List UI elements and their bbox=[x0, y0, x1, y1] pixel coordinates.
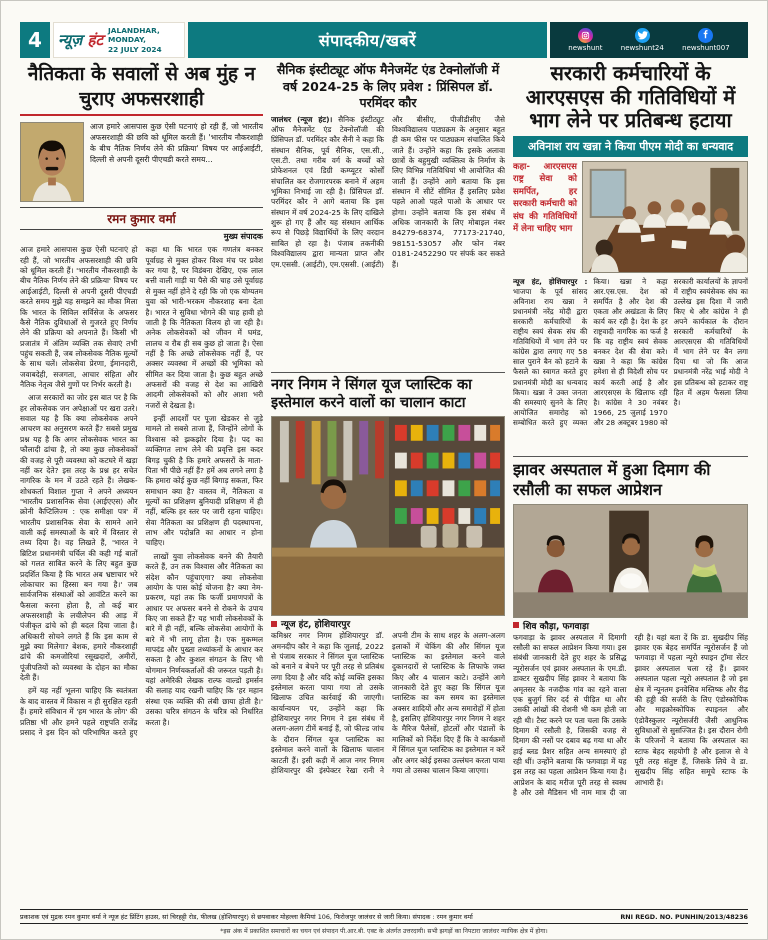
masthead-word-1: न्यूज़ bbox=[58, 31, 83, 49]
section-title: संपादकीय/खबरें bbox=[188, 22, 547, 58]
sainik-paragraph bbox=[271, 115, 505, 272]
twitter-handle: newshunt24 bbox=[620, 44, 664, 52]
jhawar-body bbox=[513, 633, 748, 904]
shop-inspection-photo bbox=[271, 416, 505, 616]
nagar-body bbox=[271, 631, 505, 895]
instagram-handle: newshunt bbox=[568, 44, 603, 52]
jhawar-headline: झावर अस्पताल में हुआ दिमाग की रसौली का सफल आप्रेशन bbox=[513, 459, 711, 500]
author-title: मुख्य संपादक bbox=[223, 232, 263, 242]
jhawar-caption: शिव कौड़ा, फगवाड़ा bbox=[523, 621, 590, 632]
editorial-byline bbox=[20, 207, 263, 242]
social-instagram bbox=[568, 28, 602, 52]
jhawar-caption-row bbox=[513, 618, 748, 633]
editorial-headline: नैतिकता के सवालों से अब मुंह न चुराए अफसरशाही bbox=[20, 62, 263, 116]
hospital-photo bbox=[513, 504, 748, 618]
bullet-icon bbox=[271, 621, 277, 627]
rss-kicker: कहा- आरएसएस राष्ट्र सेवा को समर्पित, हर सरकारी कर्मचारी को संघ की गतिविधियों में लेना चाहिए भाग bbox=[513, 161, 577, 235]
sainik-dateline: जालंधर (न्यूज हंट)। bbox=[271, 114, 333, 124]
page-number: 4 bbox=[20, 22, 50, 58]
twitter-icon bbox=[635, 28, 650, 43]
instagram-icon bbox=[578, 28, 593, 43]
nagar-paragraph: कमिश्नर नगर निगम होशियारपुर डॉ. अमनदीप कौर ने कहा कि जुलाई, 2022 से पंजाब सरकार ने सिंगल यूज प्लास्टिक को बनाने व बेचने पर पूरी तरह से प्रतिबंध लगा दिया है और यदि कोई व्यक्ति इसका इस्तेमाल करता पाया गया तो उसके खिलाफ उचित कार्रवाई की जाएगी। कार्यान्वयन पर, उन्होंने कहा कि होशियारपुर नगर निगम ने इस संबंध में अलग-अलग टीमें बनाई हैं, जो फील्ड जांच के दौरान सिंगल यूज प्लास्टिक का इस्तेमाल करने वालों के खिलाफ चालान काटती हैं। इसी कड़ी में आज नगर निगम होशियारपुर की इंस्पेक्टर रेखा रानी ने अपनी टीम के साथ शहर के अलग-अलग इलाकों में चेकिंग की और सिंगल यूज प्लास्टिक का इस्तेमाल करने वाले दुकानदारों से प्लास्टिक के लिफाफे जब्त किए और 4 चालान काटे। उन्होंने आगे जानकारी देते हुए कहा कि सिंगल यूज प्लास्टिक का कम समय का इस्तेमाल अक्सर शादियों और अन्य समारोहों में होता है, इसलिए होशियारपुर नगर निगम ने शहर के मैरिज पैलेसों, होटलों और पंडालों के मालिकों को निर्देश दिए हैं कि वे कार्यक्रमों में सिंगल यूज प्लास्टिक का इस्तेमाल न करें और अगर कोई इसका उल्लंघन करता पाया गया तो उसका चालान किया जाएगा। bbox=[271, 631, 505, 775]
sainik-body bbox=[271, 115, 505, 373]
rss-subhead: अविनाश राय खन्ना ने किया पीएम मोदी का धन्यवाद bbox=[513, 136, 748, 157]
masthead-logo bbox=[53, 22, 185, 58]
rss-dateline: न्यूज हंट, होशियारपुर : bbox=[513, 276, 588, 286]
nagar-caption: न्यूज हंट, होशियारपुर bbox=[281, 620, 351, 631]
dateline-line-2: 22 JULY 2024 bbox=[108, 44, 162, 54]
sainik-text: सैनिक इंस्टीट्यूट ऑफ मैनेजमेंट एंड टेक्नोलॉजी की प्रिंसिपल डॉ. परमिंदर कौर सैनी ने कहा कि संस्थान सैनिक, पूर्व सैनिक, एस.सी., एस.टी. तथा गरीब वर्ग के बच्चों को प्रोफेशनल एवं डिग्री कम्प्यूटर कोर्सों संचालित कर रोजगारपरक बनाने में अहम भूमिका निभाई जा रही है। प्रिंसिपल डॉ. परमिंदर कौर ने आगे बताया कि इस संस्थान में वर्ष 2024-25 के लिए दाखिले शुरू हो गए हैं और यह संस्थान आर्थिक रूप से पिछड़े विद्यार्थियों के लिए वरदान साबित हो रहा है। पंजाब तकनीकी विश्वविद्यालय द्वारा मान्यता प्राप्त और एम.एससी. (आईटी), एम.एससी. (आईटी) और बीसीए, पीजीडीसीए जैसे विश्वविद्यालय पाठ्यक्रम के अनुसार बहुत ही कम फीस पर पाठ्यक्रम संचालित किये जाते हैं। उन्होंने कहा कि इसके अलावा छात्रों के बहुमुखी व्यक्तित्व के निर्माण के लिए विभिन्न गतिविधियां भी आयोजित की जाती हैं। उन्होंने आगे बताया कि इस संस्थान में सीटें सीमित हैं इसलिए प्रवेश पहले आओ पहले पाओ के आधार पर होगा। उन्होंने बताया कि इस संबंध में अधिक जानकारी के लिए मोबाइल नंबर 84279-68374, 77173-21740, 98151-53057 और फोन नंबर 0181-2452290 पर संपर्क कर सकते हैं। bbox=[271, 114, 505, 269]
rss-article bbox=[513, 62, 748, 457]
masthead-word-2: हंट bbox=[87, 31, 104, 49]
social-strip bbox=[550, 22, 748, 58]
sainik-article bbox=[271, 62, 505, 373]
rni-registration: RNI REGD. NO. PUNHIN/2013/48236 bbox=[620, 912, 748, 921]
editorial-body bbox=[20, 245, 263, 901]
page-header bbox=[20, 22, 748, 58]
editorial-paragraph: आज सरकारों का जोर इस बात पर है कि हर लोकसेवक जन अपेक्षाओं पर खरा उतरे। सवाल यह है कि क्या लोकसेवक अपने आचरण का अनुसरण करते हैं? सबसे प्रमुख प्रश्न यह है कि अगर लोकसेवक भारत का फौलादी ढांचा है, तो क्या कुछ लोकसेवकों की वजह से पूरी व्यवस्था को कटघरे में खड़ा नहीं कर देते? इस तरह के प्रश्न हर सचेत नागरिक के मन में उठते रहते हैं। लेखक-शोधकर्ता विशाल गुप्ता ने अपने अध्ययन 'भारतीय प्रशासनिक सेवा (आईएएस) और क्रोनी कैप्टिलिज्म : एक समीक्षा पत्र' में भारतीय प्रशासनिक सेवा के सामने आने वाली कई समस्याओं के बारे में विस्तार से तथ्य दिया है। वह लिखते हैं, 'भारत ने ब्रिटिश प्रधानमंत्री चर्चिल की कही गई बातों को गलत साबित करने के लिए बहुत कुछ प्रदर्शित किया है कि भारत अब भ्रष्टाचार भरे लोकाचार का हिस्सा बन गया है।' जब सार्वजनिक संस्थाओं को आवंटित करने का फैसला करना होता है, तो कई बार अफसरशाही के लचीलेपन की आड़ में पंजीकृत ढांचे को ही बदल दिया जाता है। अधिकारी सोचने लगते हैं कि इस काम से मुझे क्या मिलेगा? बेशक, हमारे नौकरशाही ढांचे की कमजोरियां रसूखदारों, अमीरों, पूंजीपतियों को व्यवस्था के दोहन का मौका देती हैं। bbox=[20, 393, 138, 683]
editorial-intro-text: आज हमारे आसपास कुछ ऐसी घटनाएं हो रही हैं, जो भारतीय अफसरशाही की छवि को धूमिल करती हैं। 'भारतीय नौकरशाही के बीच नैतिक निर्णय लेने की प्रक्रिया' विषय पर आईआईटी, दिल्ली से अपनी दूसरी पीएचडी करते समय... bbox=[90, 122, 263, 164]
disclaimer-line: *इस अंक में प्रकाशित समाचारों का चयन एवं संपादन पी.आर.बी. एक्ट के अंतर्गत उत्तरदायी। सभी झगड़ों का निपटारा जालंधर न्यायिक क्षेत्र में होगा। bbox=[220, 928, 548, 935]
jhawar-article bbox=[513, 460, 748, 904]
editor-photo bbox=[20, 122, 84, 202]
editorial-paragraph: आज हमारे आसपास कुछ ऐसी घटनाएं हो रही हैं, जो भारतीय अफसरशाही की छवि को धूमिल करती हैं। 'भारतीय नौकरशाही के बीच नैतिक निर्णय लेने की प्रक्रिया' विषय पर आईआईटी, दिल्ली से अपनी दूसरी पीएचडी करते समय मुझे यह समझने का मौका मिला कि भारत के सिविल सर्विसेज के अफसर कैसे नैतिक दुविधाओं से गुजरते हुए निर्णय लेने की प्रक्रिया को अपनाते हैं। किसी भी प्रजातंत्र में अंतिम व्यक्ति तक सेवाएं तभी पहुंच सकती हैं, जब लोकसेवक नैतिक मूल्यों के साथ चलें। लोकसेवा प्रेरणा, ईमानदारी, जवाबदेही, सजगता, आचार संहिता और नैतिक नेतृत्व जैसे गुणों पर निर्भर करती है। bbox=[20, 245, 138, 390]
author-name: रमन कुमार वर्मा bbox=[107, 212, 176, 227]
meeting-photo bbox=[582, 161, 748, 273]
editorial-column bbox=[20, 62, 263, 904]
nagar-headline: नगर निगम ने सिंगल यूज प्लास्टिक का इस्तेमाल करने वालों का चालान काटा bbox=[271, 376, 472, 412]
right-column bbox=[513, 62, 748, 904]
facebook-handle: newshunt007 bbox=[682, 44, 730, 52]
middle-column bbox=[271, 62, 505, 904]
editorial-paragraph: लाखों युवा लोकसेवक बनने की तैयारी करते हैं, उन तक विश्वास और नैतिकता का संदेश कौन पहुंचाएगा? क्या लोकसेवा आयोग के पास कोई योजना है? क्या नेम-प्रकरण, यहां तक कि फर्जी प्रमाणपत्रों के आधार पर अफसर बनने से रोकने के उपाय किए जा सकते हैं? यह भावी लोकसेवकों के बारे में ही नहीं, बल्कि लोकसेवा आयोगों के बारे में भी लागू होता है। एक मुकम्मल मापदंड और पुख्ता तथ्यांकनों के आधार कर सकता है और कुशल संगठन के लिए भी योगमान निर्णयकर्ताओं की जरूरत पड़ती है। यहां अमेरिकी लेखक राल्फ वाल्डो इमर्सन की सलाह याद रखनी चाहिए कि 'हर महान संस्था एक व्यक्ति की लंबी छाया होती है।' उसका चरित्र संगठन के चरित्र को निर्धारित करता है। bbox=[145, 551, 263, 727]
rss-lead-block bbox=[513, 161, 748, 273]
masthead-title bbox=[58, 30, 103, 50]
rss-body bbox=[513, 277, 748, 457]
nagar-nigam-article bbox=[271, 376, 505, 896]
page-footer bbox=[20, 909, 748, 935]
rss-paragraph bbox=[513, 277, 748, 428]
social-facebook bbox=[682, 28, 730, 52]
editorial-intro-block bbox=[20, 122, 263, 204]
imprint-text: प्रकाशक एवं मुद्रक रमन कुमार वर्मा ने न्यूज हंट प्रिंटिंग हाउस, सां चिरहट्टी रोड, फीलख (होशियारपुर) से छपवाकर मोहल्ला कैमियां 106, फिरोजपुर जालंधर से जारी किया। संपादक : रमन कुमार वर्मा bbox=[20, 913, 473, 921]
jhawar-paragraph: फगवाड़ा के झावर अस्पताल में दिमागी रसौली का सफल आप्रेशन किया गया। इस संबंधी जानकारी देते हुए शहर के प्रसिद्ध न्यूरोसर्जन एवं झावर अस्पताल के एम.डी. डाक्टर सुखदीप सिंह झावर ने बताया कि अमृतसर के नजदीक गांव का रहने वाला एक बुजुर्ग सिर दर्द से पीड़ित था और उसकी आंखों की रोशनी भी कम होती जा रही थी। टैस्ट करने पर पता चला कि उसके दिमाग में रसौली है, जिसकी वजह से दिमाग की नसों पर दबाव बढ़ गया था और हाई ब्लड प्रैशर सहित अन्य समस्याएं हो रही थीं। उन्होंने बताया कि फगवाड़ा में यह इस तरह का पहला आप्रेशन किया गया है। आप्रेशन के बाद मरीज पूरी तरह से स्वस्थ है और उसे मैडिसन भी नाम मात्र दी जा रही है। यहां बता दें कि डा. सुखदीप सिंह झावर एक बेहद समर्पित न्यूरोसर्जन हैं जो फगवाड़ा में पहला न्यूरो स्पाइन ट्रॉमा सेंटर झावर अस्पताल चला रहे हैं। झावर अस्पताल पहला न्यूरो अस्पताल है जो इस क्षेत्र में न्यूनतम इनवेसिव मस्तिष्क और रीढ़ की हड्डी की सर्जरी के लिए एंडोस्कोपिक और माइक्रोस्कोपिक स्पाइनल और एंडोवैस्कुलर न्यूरोसर्जरी जैसी आधुनिक सुविधाओं से सुसज्जित है। इस दौरान रोगी के परिजनों ने बताया कि अस्पताल का स्टाफ बेहद सहयोगी है और इलाज से वे पूरी तरह संतुष्ट हैं, जिसके लिये वे डा. सुखदीप सिंह सहित समूचे स्टाफ के आभारी हैं। bbox=[513, 632, 748, 798]
nagar-caption-row bbox=[271, 616, 505, 631]
edition-dateline bbox=[108, 26, 180, 55]
rss-headline: सरकारी कर्मचारियों के आरएसएस की गतिविधियों में भाग लेने पर प्रतिबन्ध हटाया bbox=[525, 62, 736, 133]
page-body bbox=[20, 62, 748, 904]
dateline-line-1: JALANDHAR, MONDAY, bbox=[108, 25, 160, 45]
editorial-paragraph: इन्हीं आदर्शों पर पूजा खेडकर से जुड़े मामले तो सबसे ताजा हैं, जिन्होंने लोगों के विश्वास को झकझोर दिया है। पद का व्यक्तिगत लाभ लेने की प्रवृत्ति इस कदर बिगड़ चुकी है कि हमारे अफसरों के माता-पिता भी पीछे नहीं हैं? हमें अब लगने लगा है कि हमारा कोई कुछ नहीं बिगाड़ सकता, फिर समाधान क्या है? वास्तव में, नैतिकता व मूल्यों का प्रशिक्षण बुनियादी प्रशिक्षण में ही नहीं, बल्कि हर स्तर पर जारी रहना चाहिए। सेवा नैतिकता का प्रशिक्षण ही पदस्थापना, लाभ और पदोन्नति का आधार न होना चाहिए। bbox=[145, 414, 263, 548]
sainik-headline: सैनिक इंस्टीट्यूट ऑफ मैनेजमेंट एंड टेक्नोलॉजी में वर्ष 2024-25 के लिए प्रवेश : प्रिंसिपल डॉ. परमिंदर कौर bbox=[276, 62, 500, 110]
social-twitter bbox=[621, 28, 664, 52]
imprint-line bbox=[20, 909, 748, 924]
facebook-icon bbox=[698, 28, 713, 43]
editorial-paragraph: हमें यह नहीं भूलना चाहिए कि स्वतंत्रता के बाद वास्तव में विकास न ही सुरक्षित रहती हैं। हमारे संविधान में 'हम भारत के लोग' की प्रतिष्ठा भी और हमने पहले राष्ट्रपति राजेंद्र प्रसाद ने इस दिन को परिभाषित करते हुए कहा था कि भारत एक गणतंत्र बनकर पूर्वाग्रह से मुक्त होकर विश्व मंच पर प्रवेश कर गया है, पर विडंबना देखिए, एक लाल बत्ती वाली गाड़ी या पैसे की चाह उसे पूर्वाग्रह से मुक्त नहीं होने दे रही कि जो एक योग्यतम युवा को भारी-भरकम नौकरशाह बना देता है। भारत ने सुविधा भोगने की चाह हावी हो जाती है कि नैतिकता विलय हो जा रही है। अनेक लोकसेवकों को जीवन में घमंड, लालच व रौब ही सब कुछ हो जाता है। ऐसा नहीं है कि अच्छे लोकसेवक नहीं हैं, पर अक्सर व्यवस्था में अच्छों की भूमिका को सीमित कर दिया जाता है। कुछ बहुत अच्छे अफसरों की वजह से देश का आखिरी आदमी लोकसेवकों को और आशा भरी नजरों से देखता है। bbox=[20, 245, 263, 737]
rss-text: भाजपा के पूर्व सांसद अविनाश राय खन्ना ने प्रधानमंत्री नरेंद्र मोदी द्वारा सरकारी कर्मचारियों के राष्ट्रीय स्वयं सेवक संघ की गतिविधियों में भाग लेने पर कांग्रेस द्वारा लगाए गए 58 साल पुराने बैन को हटाने के फैसले का स्वागत करते हुए प्रधानमंत्री मोदी का धन्यवाद किया। खन्ना ने उक्त जनता की समस्याएं सुनने के लिए आयोजित समारोह को सम्बोधित करते हुए व्यक्त किया। खन्ना ने कहा आर.एस.एस. देश को समर्पित है और देश की एकता और अखंडता के लिए कार्य कर रही है। देश के हर राष्ट्रवादी नागरिक का फर्ज है कि वह राष्ट्रीय स्वयं सेवक बनकर देश की सेवा करे। खन्ना ने कहा कि कांग्रेस हमेशा से ही विदेशी सोच पर कार्य करती आई है और आरएसएस के खिलाफ रही है। कांग्रेस ने 30 नवंबर 1966, 25 जुलाई 1970 और 28 अक्टूबर 1980 को सरकारी कार्यालयों के ज्ञापनों में राष्ट्रीय स्वयंसेवक संघ का उल्लेख इस दिशा में जारी किए थे और कांग्रेस ने ही अपने कार्यकाल के दौरान सरकारी कर्मचारियों के आरएसएस की गतिविधियों में भाग लेने पर बैन लगा दिया था जो कि आज प्रधानमंत्री नरेंद्र भाई मोदी ने इस प्रतिबन्ध को हटाकर राष्ट्र हित में अहम फैसला लिया है। bbox=[513, 276, 748, 427]
bullet-icon bbox=[513, 622, 519, 628]
